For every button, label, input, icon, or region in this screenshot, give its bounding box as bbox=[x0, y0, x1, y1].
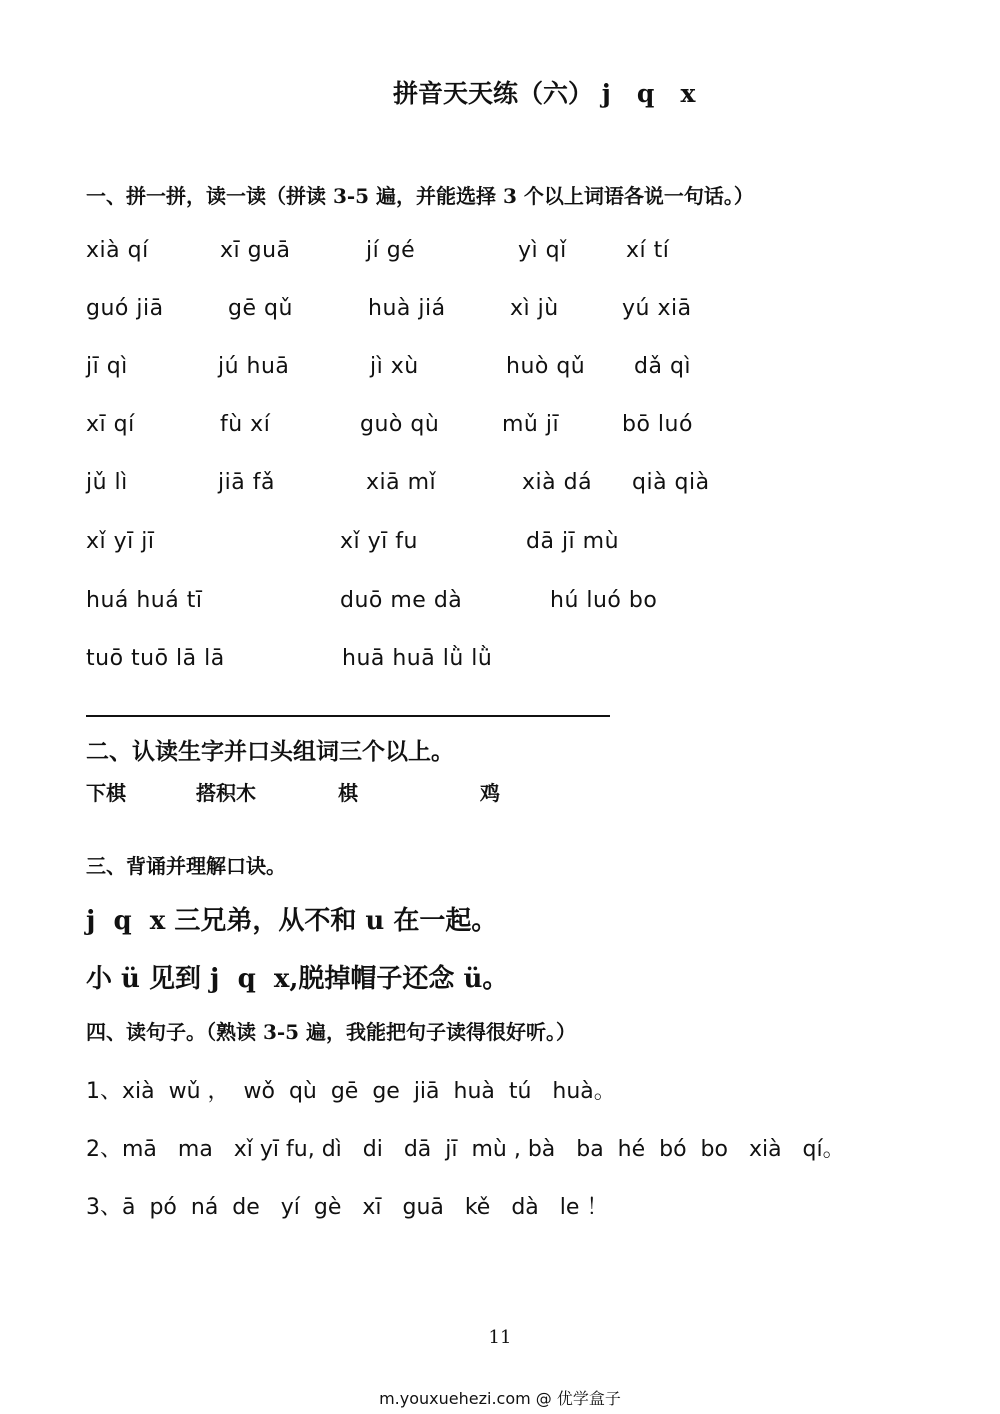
pinyin-word: huā huā lǜ lǜ bbox=[342, 646, 493, 671]
pinyin-word: huà jiá bbox=[368, 296, 446, 321]
pinyin-word: guó jiā bbox=[86, 296, 164, 321]
pinyin-word: yì qǐ bbox=[518, 238, 567, 263]
character-item: 棋 bbox=[338, 781, 358, 805]
section3-heading: 三、背诵并理解口诀。 bbox=[86, 854, 286, 878]
pinyin-word: guò qù bbox=[360, 412, 440, 437]
pinyin-word: xǐ yī jī bbox=[86, 529, 155, 554]
pinyin-word: xì jù bbox=[510, 296, 559, 321]
pinyin-word: gē qǔ bbox=[228, 296, 293, 321]
pinyin-word: dǎ qì bbox=[634, 354, 692, 379]
section2-heading: 二、认读生字并口头组词三个以上。 bbox=[86, 738, 454, 765]
character-item: 鸡 bbox=[480, 781, 500, 805]
pinyin-word: dā jī mù bbox=[526, 529, 620, 554]
pinyin-word: xí tí bbox=[626, 238, 670, 263]
reading-sentence: 2、mā ma xǐ yī fu, dì di dā jī mù , bà ba hé bó bo xià qí。 bbox=[86, 1137, 845, 1162]
section4-heading: 四、读句子。（熟读 3-5 遍，我能把句子读得很好听。） bbox=[86, 1020, 577, 1044]
pinyin-word: qià qià bbox=[632, 470, 710, 495]
pinyin-word: bō luó bbox=[622, 412, 693, 437]
pinyin-word: huò qǔ bbox=[506, 354, 586, 379]
pinyin-word: duō me dà bbox=[340, 588, 463, 613]
pinyin-word: fù xí bbox=[220, 412, 271, 437]
character-item: 下棋 bbox=[86, 781, 126, 805]
pinyin-word: xǐ yī fu bbox=[340, 529, 418, 554]
pinyin-word: xiā mǐ bbox=[366, 470, 437, 495]
pinyin-word: tuō tuō lā lā bbox=[86, 646, 225, 671]
footer-credit: m.youxuehezi.com @ 优学盒子 bbox=[379, 1389, 621, 1408]
pinyin-word: jú huā bbox=[218, 354, 290, 379]
pinyin-word: xià dá bbox=[522, 470, 593, 495]
section1-heading: 一、拼一拼，读一读（拼读 3-5 遍，并能选择 3 个以上词语各说一句话。） bbox=[86, 184, 754, 208]
page-number: 11 bbox=[488, 1327, 512, 1348]
pinyin-word: jì xù bbox=[370, 354, 419, 379]
reading-sentence: 1、xià wǔ ， wǒ qù gē ge jiā huà tú huà。 bbox=[86, 1079, 616, 1104]
pinyin-word: xià qí bbox=[86, 238, 149, 263]
pinyin-word: jī qì bbox=[86, 354, 128, 379]
pinyin-word: jiā fǎ bbox=[218, 470, 275, 495]
reading-sentence: 3、ā pó ná de yí gè xī guā kě dà le ！ bbox=[86, 1195, 609, 1220]
pinyin-word: mǔ jī bbox=[502, 412, 560, 437]
page-title: 拼音天天练（六） j q x bbox=[393, 79, 696, 108]
pinyin-word: jí gé bbox=[366, 238, 416, 263]
pinyin-word: xī guā bbox=[220, 238, 291, 263]
section-divider bbox=[86, 715, 610, 717]
rhyme-line: 小 ü 见到 j q x,脱掉帽子还念 ü。 bbox=[86, 964, 509, 994]
pinyin-word: xī qí bbox=[86, 412, 135, 437]
pinyin-word: jǔ lì bbox=[86, 470, 128, 495]
character-item: 搭积木 bbox=[196, 781, 256, 805]
rhyme-line: j q x 三兄弟，从不和 u 在一起。 bbox=[86, 906, 498, 936]
pinyin-word: huá huá tī bbox=[86, 588, 203, 613]
pinyin-word: yú xiā bbox=[622, 296, 692, 321]
pinyin-word: hú luó bo bbox=[550, 588, 658, 613]
